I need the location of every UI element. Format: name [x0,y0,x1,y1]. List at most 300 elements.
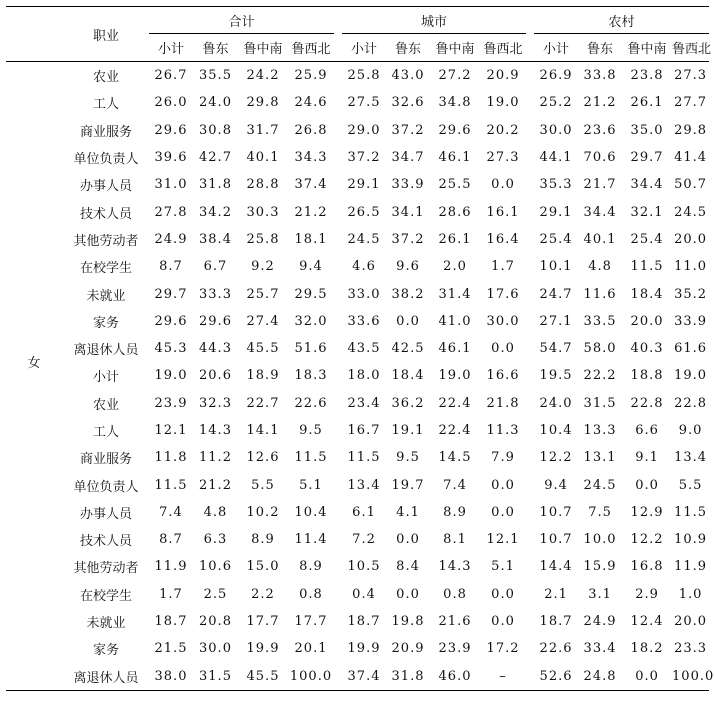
value-cell: 16.4 [486,231,520,247]
occupation-cell: 家务 [92,315,119,331]
value-cell: 6.3 [203,532,228,548]
value-cell: 0.0 [396,532,420,548]
value-cell: 10.1 [539,259,573,275]
value-cell: 9.1 [635,450,659,466]
value-cell: 7.2 [352,532,376,548]
value-cell: 32.6 [391,95,425,111]
value-cell: 25.7 [246,286,280,302]
value-cell: 20.1 [294,641,328,657]
table-row [6,89,709,116]
value-cell: 14.1 [246,423,280,438]
header-sub-luxibei: 鲁西北 [672,42,712,57]
value-cell: 20.8 [199,614,232,630]
value-cell: 35.3 [539,177,573,193]
occupation-cell: 农业 [92,397,119,413]
value-cell: 54.7 [539,341,573,357]
value-cell: – [499,668,507,684]
value-cell: 18.7 [154,614,188,630]
value-cell: 36.2 [391,395,425,411]
header-sub-ludong: 鲁东 [587,42,614,57]
value-cell: 31.8 [391,668,425,684]
value-cell: 2.0 [443,259,467,275]
value-cell: 16.6 [486,368,520,384]
value-cell: 25.9 [294,68,328,84]
value-cell: 24.8 [583,668,617,684]
table-row [6,663,709,691]
occupation-cell: 办事人员 [79,179,132,195]
value-cell: 5.5 [251,477,275,493]
value-cell: 11.5 [674,504,708,520]
value-cell: 11.6 [583,286,617,302]
occupation-cell: 工人 [92,425,119,440]
value-cell: 43.0 [391,68,425,84]
value-cell: 9.5 [396,450,420,466]
value-cell: 29.6 [154,122,188,138]
value-cell: 26.0 [154,95,188,111]
value-cell: 7.5 [588,504,612,520]
value-cell: 18.7 [347,614,381,630]
value-cell: 44.3 [199,341,232,357]
value-cell: 33.0 [347,286,381,302]
value-cell: 33.3 [199,286,232,302]
value-cell: 28.6 [438,204,472,220]
occupation-cell: 技术人员 [79,206,132,222]
value-cell: 10.4 [539,423,573,438]
value-cell: 30.0 [199,641,232,657]
header-sub-ludong: 鲁东 [202,42,229,57]
table-row [6,62,709,90]
occupation-cell: 工人 [92,97,119,113]
value-cell: 0.0 [491,477,515,493]
header-occupation: 职业 [63,7,149,62]
value-cell: 19.9 [246,641,280,657]
value-cell: 14.5 [438,450,472,466]
header-group-city: 城市 [342,7,526,34]
value-cell: 41.0 [438,313,472,329]
value-cell: 8.9 [299,559,323,575]
value-cell: 0.0 [491,341,515,357]
value-cell: 27.3 [486,150,520,166]
value-cell: 27.1 [539,313,573,329]
value-cell: 11.9 [674,559,708,575]
value-cell: 27.8 [154,204,188,220]
value-cell: 26.7 [154,68,188,84]
table-row [6,171,709,198]
value-cell: 18.4 [630,286,664,302]
value-cell: 26.8 [294,122,328,138]
value-cell: 38.4 [199,231,232,247]
value-cell: 7.4 [159,504,183,520]
value-cell: 40.1 [583,231,617,247]
value-cell: 34.4 [583,204,617,220]
value-cell: 18.7 [539,614,573,630]
occupation-cell: 在校学生 [79,588,132,604]
value-cell: 43.5 [347,341,381,357]
value-cell: 0.0 [491,614,515,630]
value-cell: 20.9 [391,641,425,657]
value-cell: 27.2 [438,68,472,84]
value-cell: 17.2 [486,641,520,657]
value-cell: 18.8 [630,368,664,384]
value-cell: 9.6 [396,259,420,275]
value-cell: 37.2 [391,231,425,247]
value-cell: 2.2 [251,586,275,602]
value-cell: 10.6 [199,559,232,575]
value-cell: 28.8 [246,177,280,193]
table-row [6,635,709,662]
value-cell: 0.0 [635,668,659,684]
value-cell: 45.3 [154,341,188,357]
value-cell: 18.3 [294,368,328,384]
value-cell: 37.4 [347,668,381,684]
value-cell: 46.1 [438,150,472,166]
header-blank [6,7,63,62]
value-cell: 22.8 [674,395,708,411]
value-cell: 21.2 [199,477,232,493]
value-cell: 35.0 [630,122,664,138]
value-cell: 2.9 [635,586,659,602]
value-cell: 33.9 [674,313,708,329]
header-sub-luzhongnan: 鲁中南 [243,42,283,57]
value-cell: 22.4 [438,423,472,438]
value-cell: 11.3 [486,423,520,438]
value-cell: 32.1 [630,204,664,220]
value-cell: 19.0 [486,95,520,111]
value-cell: 0.0 [396,313,420,329]
value-cell: 2.1 [544,586,568,602]
value-cell: 24.6 [294,95,328,111]
value-cell: 16.8 [630,559,664,575]
value-cell: 5.5 [678,477,703,493]
value-cell: 27.3 [674,68,708,84]
value-cell: 35.2 [674,286,708,302]
value-cell: 20.0 [674,231,708,247]
value-cell: 30.0 [486,313,520,329]
value-cell: 31.0 [154,177,188,193]
value-cell: 3.1 [588,586,612,602]
value-cell: 6.7 [203,259,228,275]
value-cell: 37.2 [391,122,425,138]
value-cell: 9.5 [299,423,323,438]
value-cell: 40.3 [630,341,664,357]
value-cell: 29.7 [154,286,188,302]
value-cell: 22.8 [630,395,664,411]
value-cell: 11.9 [154,559,188,575]
value-cell: 17.7 [294,614,328,630]
value-cell: 11.5 [630,259,664,275]
value-cell: 21.2 [583,95,617,111]
table-row [6,362,709,389]
value-cell: 20.2 [486,122,520,138]
value-cell: 37.2 [347,150,381,166]
value-cell: 44.1 [539,150,573,166]
header-sub-subtotal: 小计 [543,42,570,57]
value-cell: 31.5 [583,395,617,411]
value-cell: 51.6 [294,341,328,357]
value-cell: 34.8 [438,95,472,111]
value-cell: 18.0 [347,368,381,384]
header-sub-luzhongnan: 鲁中南 [435,42,475,57]
value-cell: 20.0 [674,614,708,630]
value-cell: 5.1 [299,477,323,493]
value-cell: 21.6 [438,614,472,630]
value-cell: 11.0 [674,259,708,275]
table-row [6,553,709,580]
value-cell: 15.9 [583,559,617,575]
value-cell: 70.6 [583,150,617,166]
header-group-rural: 农村 [534,7,709,34]
table-body [6,62,714,691]
value-cell: 14.4 [539,559,573,575]
value-cell: 10.2 [246,504,280,520]
occupation-cell: 办事人员 [79,506,132,522]
table-row [6,253,709,280]
value-cell: 22.6 [539,641,573,657]
value-cell: 1.0 [678,586,703,602]
value-cell: 25.4 [539,231,573,247]
value-cell: 24.5 [347,231,381,247]
occupation-cell: 单位负责人 [73,479,139,495]
value-cell: 2.5 [203,586,228,602]
value-cell: 0.0 [491,504,515,520]
header-sub-subtotal: 小计 [351,42,378,57]
value-cell: 40.1 [246,150,280,166]
value-cell: 46.0 [438,668,472,684]
value-cell: 19.0 [674,368,708,384]
sex-label: 女 [27,356,42,371]
value-cell: 0.0 [635,477,659,493]
value-cell: 14.3 [199,423,232,438]
value-cell: 10.4 [294,504,328,520]
value-cell: 30.0 [539,122,573,138]
value-cell: 12.2 [539,450,573,466]
value-cell: 23.3 [674,641,708,657]
value-cell: 0.0 [396,586,420,602]
value-cell: 16.7 [347,423,381,438]
table-row [6,608,709,635]
value-cell: 27.4 [246,313,280,329]
value-cell: 42.7 [199,150,232,166]
value-cell: 61.6 [674,341,708,357]
value-cell: 23.6 [583,122,617,138]
occupation-cell: 商业服务 [79,124,132,140]
value-cell: 34.7 [391,150,425,166]
value-cell: 11.2 [199,450,232,466]
value-cell: 19.8 [391,614,425,630]
value-cell: 18.4 [391,368,425,384]
header-sub-luzhongnan: 鲁中南 [627,42,667,57]
value-cell: 25.5 [438,177,472,193]
table-row [6,444,709,471]
value-cell: 4.8 [203,504,228,520]
value-cell: 13.4 [674,450,708,466]
value-cell: 24.9 [583,614,617,630]
value-cell: 100.0 [672,668,714,684]
value-cell: 31.7 [246,122,280,138]
value-cell: 10.7 [539,532,573,548]
value-cell: 4.6 [352,259,376,275]
value-cell: 19.5 [539,368,573,384]
value-cell: 33.9 [391,177,425,193]
value-cell: 31.4 [438,286,472,302]
value-cell: 7.9 [491,450,515,466]
value-cell: 11.5 [347,450,381,466]
value-cell: 37.4 [294,177,328,193]
value-cell: 17.7 [246,614,280,630]
value-cell: 1.7 [491,259,515,275]
value-cell: 26.9 [539,68,573,84]
value-cell: 11.5 [294,450,328,466]
value-cell: 23.8 [630,68,664,84]
value-cell: 33.5 [583,313,617,329]
value-cell: 11.8 [154,450,188,466]
occupation-cell: 离退休人员 [73,670,139,686]
occupation-cell: 其他劳动者 [73,233,139,249]
value-cell: 10.9 [674,532,708,548]
value-cell: 21.8 [486,395,520,411]
value-cell: 14.3 [438,559,472,575]
value-cell: 12.2 [630,532,664,548]
value-cell: 19.0 [154,368,188,384]
value-cell: 19.1 [391,423,425,438]
value-cell: 41.4 [674,150,708,166]
value-cell: 34.1 [391,204,425,220]
table-row [6,581,709,608]
value-cell: 25.4 [630,231,664,247]
table-row [6,526,709,553]
value-cell: 21.7 [583,177,617,193]
value-cell: 12.9 [630,504,664,520]
value-cell: 31.8 [199,177,232,193]
value-cell: 12.6 [246,450,280,466]
value-cell: 25.8 [246,231,280,247]
value-cell: 19.7 [391,477,425,493]
value-cell: 4.8 [588,259,612,275]
value-cell: 24.0 [199,95,232,111]
value-cell: 20.9 [486,68,520,84]
value-cell: 46.1 [438,341,472,357]
value-cell: 13.3 [583,423,617,438]
value-cell: 58.0 [583,341,617,357]
occupation-cell: 未就业 [86,288,126,304]
value-cell: 26.1 [438,231,472,247]
value-cell: 33.4 [583,641,617,657]
header-group-total: 合计 [149,7,334,34]
value-cell: 8.1 [443,532,467,548]
value-cell: 42.5 [391,341,425,357]
value-cell: 0.8 [443,586,467,602]
value-cell: 19.9 [347,641,381,657]
value-cell: 5.1 [491,559,515,575]
table-row [6,499,709,526]
value-cell: 34.3 [294,150,328,166]
table-row [6,471,709,498]
value-cell: 8.4 [396,559,420,575]
value-cell: 0.4 [352,586,376,602]
occupation-cell: 在校学生 [79,261,132,277]
value-cell: 33.8 [583,68,617,84]
value-cell: 18.9 [246,368,280,384]
value-cell: 30.8 [199,122,232,138]
value-cell: 34.2 [199,204,232,220]
value-cell: 20.0 [630,313,664,329]
value-cell: 34.4 [630,177,664,193]
value-cell: 29.0 [347,122,381,138]
table-row [6,198,709,225]
value-cell: 15.0 [246,559,280,575]
value-cell: 16.1 [486,204,520,220]
value-cell: 32.0 [294,313,328,329]
header-sub-subtotal: 小计 [157,42,184,57]
value-cell: 21.2 [294,204,328,220]
value-cell: 10.5 [347,559,381,575]
value-cell: 22.2 [583,368,617,384]
value-cell: 22.7 [246,395,280,411]
value-cell: 23.9 [438,641,472,657]
table-row [6,308,709,335]
value-cell: 33.6 [347,313,381,329]
value-cell: 18.1 [294,231,328,247]
occupation-cell: 离退休人员 [73,343,139,359]
value-cell: 27.7 [674,95,708,111]
value-cell: 4.1 [396,504,420,520]
value-cell: 22.4 [438,395,472,411]
value-cell: 0.8 [299,586,323,602]
value-cell: 22.6 [294,395,328,411]
value-cell: 31.5 [199,668,232,684]
occupation-cell: 技术人员 [79,534,132,550]
value-cell: 30.3 [246,204,280,220]
value-cell: 10.7 [539,504,573,520]
header-sub-ludong: 鲁东 [395,42,422,57]
value-cell: 52.6 [539,668,573,684]
occupation-statistics-table [6,6,714,691]
value-cell: 32.3 [199,395,232,411]
value-cell: 24.9 [154,231,188,247]
value-cell: 29.8 [246,95,280,111]
value-cell: 100.0 [289,668,333,684]
value-cell: 45.5 [246,341,280,357]
value-cell: 35.5 [199,68,232,84]
value-cell: 26.1 [630,95,664,111]
value-cell: 8.7 [159,259,183,275]
value-cell: 26.5 [347,204,381,220]
header-sub-luxibei: 鲁西北 [483,42,523,57]
value-cell: 9.2 [251,259,275,275]
occupation-cell: 商业服务 [79,452,132,468]
value-cell: 8.9 [251,532,275,548]
table-row [6,280,709,307]
table-row [6,144,709,171]
value-cell: 50.7 [674,177,708,193]
table-row [6,335,709,362]
occupation-cell: 未就业 [86,616,126,632]
value-cell: 8.9 [443,504,467,520]
value-cell: 24.5 [674,204,708,220]
value-cell: 45.5 [246,668,280,684]
value-cell: 9.4 [299,259,323,275]
value-cell: 6.6 [635,423,659,438]
value-cell: 9.0 [678,423,703,438]
table-row [6,117,709,144]
value-cell: 12.1 [486,532,520,548]
value-cell: 13.4 [347,477,381,493]
value-cell: 38.0 [154,668,188,684]
value-cell: 18.2 [630,641,664,657]
value-cell: 29.8 [674,122,708,138]
value-cell: 21.5 [154,641,188,657]
value-cell: 24.5 [583,477,617,493]
